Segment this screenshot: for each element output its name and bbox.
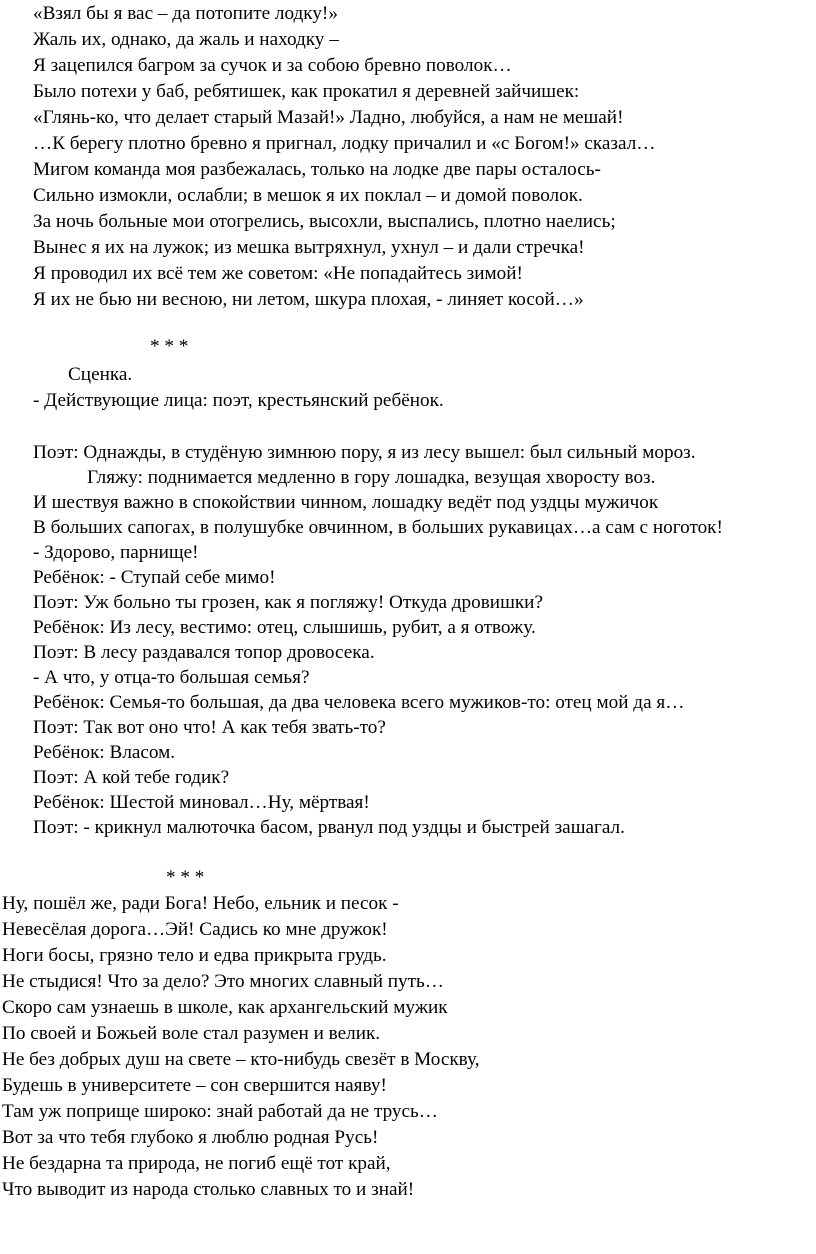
verse-line: «Взял бы я вас – да потопите лодку!» — [33, 3, 338, 24]
dialogue-line: - А что, у отца-то большая семья? — [33, 667, 310, 688]
dialogue-line: Ребёнок: Из лесу, вестимо: отец, слышишь, рубит, а я отвожу. — [33, 617, 536, 638]
dialogue-line: Поэт: А кой тебе годик? — [33, 767, 230, 788]
scene-cast: - Действующие лица: поэт, крестьянский ребёнок. — [33, 390, 444, 411]
dialogue-line: Поэт: - крикнул малюточка басом, рванул под уздцы и быстрей зашагал. — [33, 817, 625, 838]
verse-line: Ноги босы, грязно тело и едва прикрыта грудь. — [2, 945, 387, 966]
dialogue-line: Ребёнок: Власом. — [33, 742, 176, 763]
verse-line: Не бездарна та природа, не погиб ещё тот край, — [2, 1153, 391, 1174]
dialogue-line: И шествуя важно в спокойствии чинном, лошадку ведёт под уздцы мужичок — [33, 492, 659, 513]
scene-heading: Сценка. — [68, 364, 133, 385]
verse-line: Вынес я их на лужок; из мешка вытряхнул, ухнул – и дали стречка! — [33, 237, 585, 258]
verse-line: Там уж поприще широко: знай работай да не трусь… — [2, 1101, 438, 1122]
verse-line: Было потехи у баб, ребятишек, как прокатил я деревней зайчишек: — [33, 81, 580, 102]
verse-line: Не без добрых душ на свете – кто-нибудь свезёт в Москву, — [2, 1049, 480, 1070]
verse-line: Я их не бью ни весною, ни летом, шкура плохая, - линяет косой…» — [33, 289, 584, 310]
verse-line: Вот за что тебя глубоко я люблю родная Русь! — [2, 1127, 379, 1148]
verse-line: Не стыдися! Что за дело? Это многих славный путь… — [2, 971, 444, 992]
section-separator: * * * — [150, 336, 189, 357]
dialogue-line: Ребёнок: Семья-то большая, да два человека всего мужиков-то: отец мой да я… — [33, 692, 685, 713]
dialogue-line: Ребёнок: - Ступай себе мимо! — [33, 567, 276, 588]
verse-line: «Глянь-ко, что делает старый Мазай!» Ладно, любуйся, а нам не мешай! — [33, 107, 624, 128]
dialogue-line: В больших сапогах, в полушубке овчинном, в больших рукавицах…а сам с ноготок! — [33, 517, 723, 538]
section-separator: * * * — [166, 867, 205, 888]
verse-line: Скоро сам узнаешь в школе, как архангельский мужик — [2, 997, 448, 1018]
verse-line: Я проводил их всё тем же советом: «Не попадайтесь зимой! — [33, 263, 523, 284]
verse-line: Я зацепился багром за сучок и за собою бревно поволок… — [33, 55, 512, 76]
verse-line: Будешь в университете – сон свершится наяву! — [2, 1075, 387, 1096]
dialogue-line: Поэт: Однажды, в студёную зимнюю пору, я из лесу вышел: был сильный мороз. — [33, 442, 696, 463]
dialogue-line: Поэт: В лесу раздавался топор дровосека. — [33, 642, 375, 663]
verse-line: По своей и Божьей воле стал разумен и велик. — [2, 1023, 381, 1044]
dialogue-line: Поэт: Так вот оно что! А как тебя звать-то? — [33, 717, 386, 738]
dialogue-line: Гляжу: поднимается медленно в гору лошадка, везущая хворосту воз. — [87, 467, 656, 488]
verse-line: Что выводит из народа столько славных то и знай! — [2, 1179, 415, 1200]
verse-line: Невесёлая дорога…Эй! Садись ко мне дружок! — [2, 919, 388, 940]
dialogue-line: Ребёнок: Шестой миновал…Ну, мёртвая! — [33, 792, 370, 813]
verse-line: …К берегу плотно бревно я пригнал, лодку причалил и «с Богом!» сказал… — [33, 133, 656, 154]
verse-line: Сильно измокли, ослабли; в мешок я их поклал – и домой поволок. — [33, 185, 583, 206]
dialogue-line: - Здорово, парнище! — [33, 542, 199, 563]
verse-line: Ну, пошёл же, ради Бога! Небо, ельник и песок - — [2, 893, 399, 914]
verse-line: За ночь больные мои отогрелись, высохли, выспались, плотно наелись; — [33, 211, 616, 232]
verse-line: Жаль их, однако, да жаль и находку – — [33, 29, 339, 50]
verse-line: Мигом команда моя разбежалась, только на лодке две пары осталось- — [33, 159, 601, 180]
dialogue-line: Поэт: Уж больно ты грозен, как я погляжу! Откуда дровишки? — [33, 592, 543, 613]
